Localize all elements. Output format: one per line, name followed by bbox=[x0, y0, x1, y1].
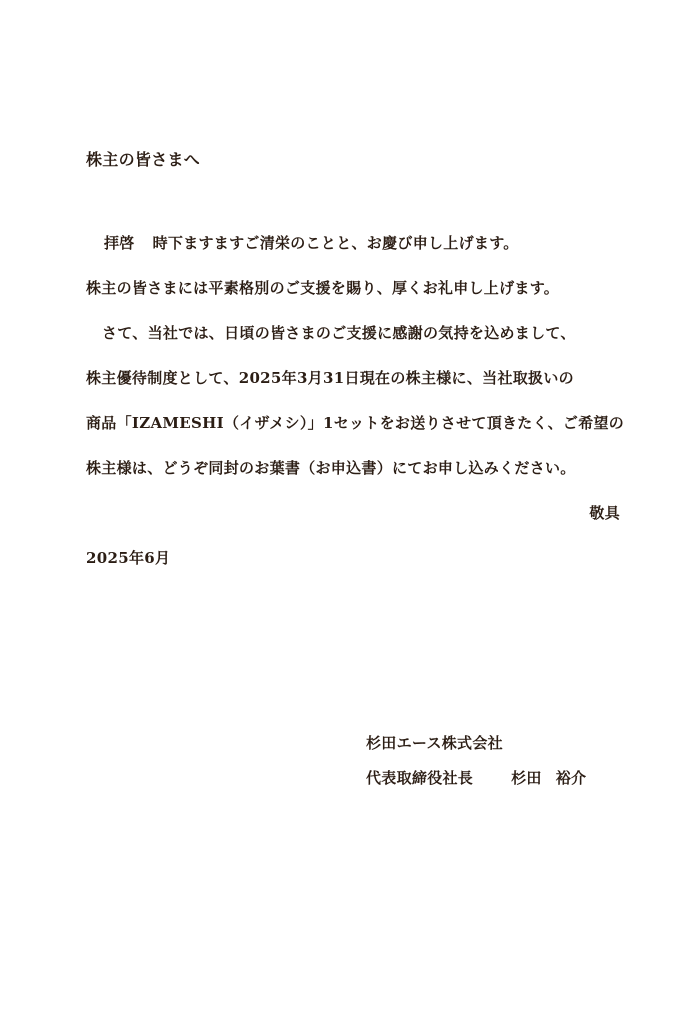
signer-given-name: 裕介 bbox=[555, 769, 587, 787]
body-line-5: 商品「IZAMESHI（イザメシ）」1セットをお送りさせて頂きたく、ご希望の bbox=[86, 414, 625, 432]
body-line-2: 株主の皆さまには平素格別のご支援を賜り、厚くお礼申し上げます。 bbox=[86, 279, 560, 297]
body-line-3-text: さて、当社では、日頃の皆さまのご支援に感謝の気持を込めまして、 bbox=[102, 324, 576, 342]
body-line-3 bbox=[86, 323, 576, 343]
letter-date: 2025年6月 bbox=[86, 549, 171, 567]
greeting-line bbox=[86, 233, 519, 253]
salutation: 株主の皆さまへ bbox=[86, 150, 201, 169]
signer bbox=[366, 768, 586, 788]
signer-title: 代表取締役社長 bbox=[366, 769, 474, 787]
company-name: 杉田エース株式会社 bbox=[366, 734, 503, 752]
body-line-4: 株主優待制度として、2025年3月31日現在の株主様に、当社取扱いの bbox=[86, 369, 574, 387]
closing-remark: 敬具 bbox=[589, 504, 620, 522]
greeting-head: 拝啓 bbox=[104, 234, 135, 252]
greeting-rest: 時下ますますご清栄のことと、お慶び申し上げます。 bbox=[152, 234, 519, 252]
signer-family-name: 杉田 bbox=[511, 769, 542, 787]
body-line-6: 株主様は、どうぞ同封のお葉書（お申込書）にてお申し込みください。 bbox=[86, 459, 576, 477]
